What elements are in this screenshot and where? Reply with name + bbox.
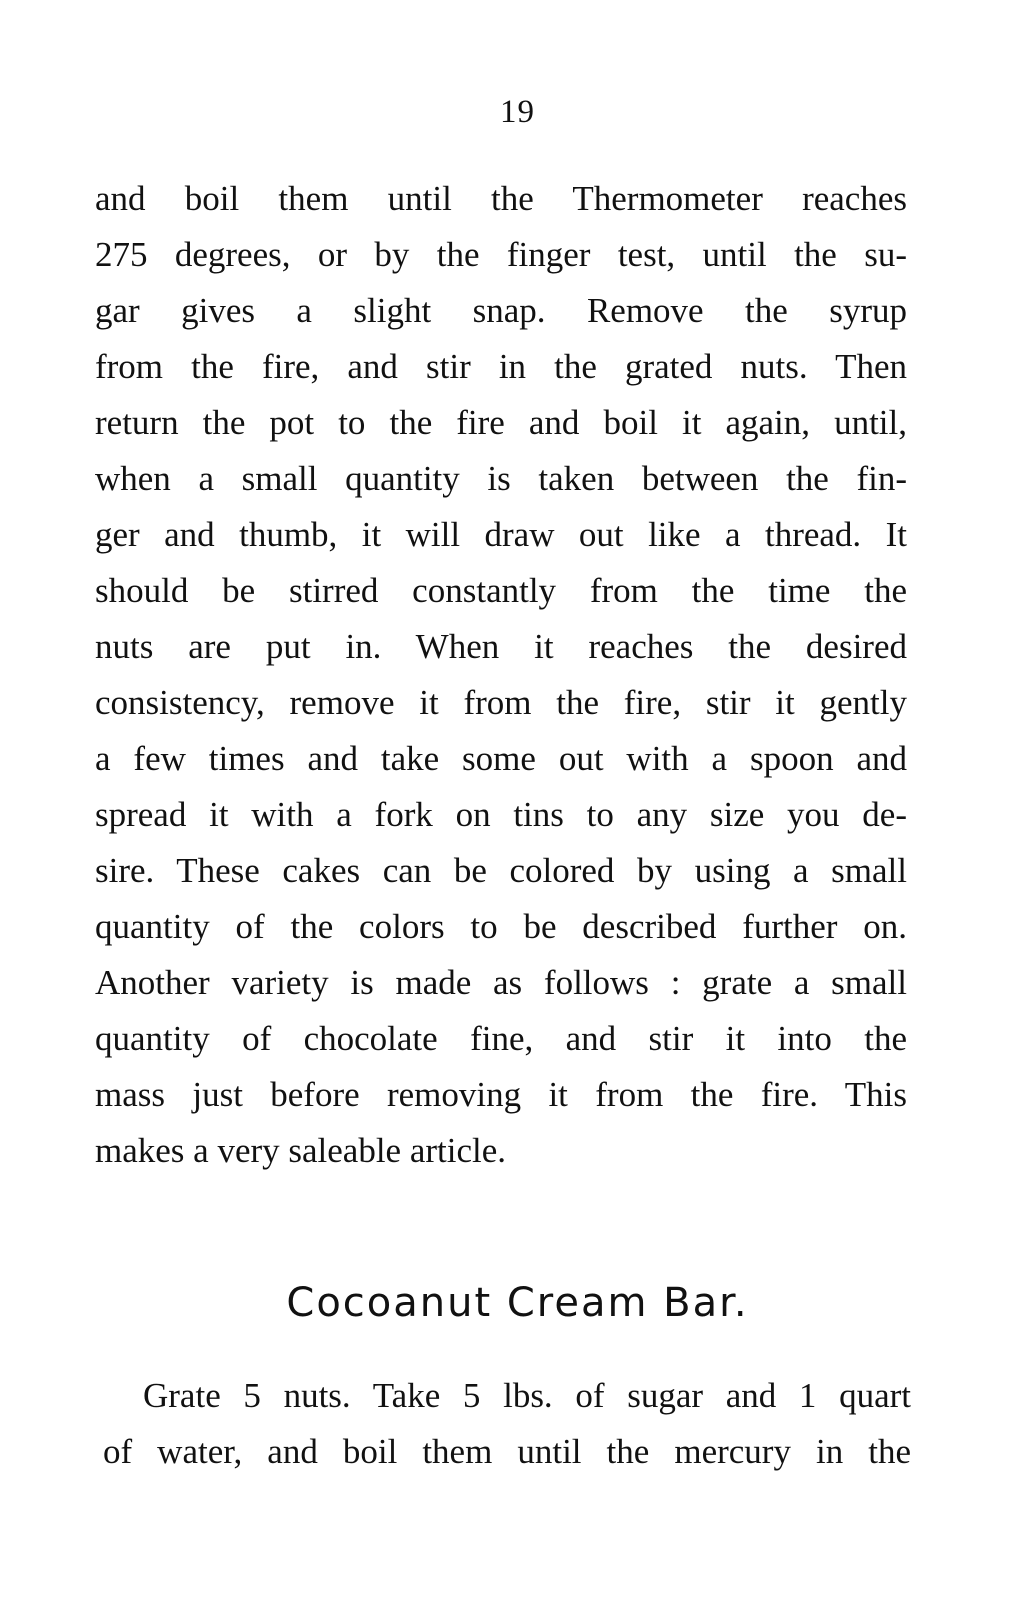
text-line: return the pot to the fire and boil it again, until, bbox=[95, 403, 907, 442]
text-line: consistency, remove it from the fire, stir it gently bbox=[95, 683, 907, 722]
text-line: Another variety is made as follows : grate a small bbox=[95, 963, 907, 1002]
text-line: ger and thumb, it will draw out like a thread. It bbox=[95, 515, 907, 554]
text-line: when a small quantity is taken between the fin- bbox=[95, 459, 907, 498]
text-line: of water, and boil them until the mercury in the bbox=[103, 1432, 911, 1471]
text-line: mass just before removing it from the fire. This bbox=[95, 1075, 907, 1114]
section-heading: Cocoanut Cream Bar. bbox=[286, 1280, 749, 1326]
text-line: from the fire, and stir in the grated nuts. Then bbox=[95, 347, 907, 386]
body-paragraph bbox=[95, 175, 907, 1183]
text-line: Grate 5 nuts. Take 5 lbs. of sugar and 1 quart bbox=[143, 1376, 911, 1415]
text-line: makes a very saleable article. bbox=[95, 1131, 507, 1170]
text-line: quantity of the colors to be described further on. bbox=[95, 907, 907, 946]
section-paragraph bbox=[103, 1372, 911, 1484]
page-number: 19 bbox=[500, 94, 535, 130]
text-line: nuts are put in. When it reaches the desired bbox=[95, 627, 907, 666]
text-line: and boil them until the Thermometer reaches bbox=[95, 179, 907, 218]
text-line: spread it with a fork on tins to any size you de- bbox=[95, 795, 907, 834]
text-line: quantity of chocolate fine, and stir it into the bbox=[95, 1019, 907, 1058]
text-line: sire. These cakes can be colored by using a small bbox=[95, 851, 907, 890]
text-line: gar gives a slight snap. Remove the syrup bbox=[95, 291, 907, 330]
text-line: 275 degrees, or by the finger test, until the su- bbox=[95, 235, 907, 274]
text-line: a few times and take some out with a spoon and bbox=[95, 739, 907, 778]
text-line: should be stirred constantly from the time the bbox=[95, 571, 907, 610]
